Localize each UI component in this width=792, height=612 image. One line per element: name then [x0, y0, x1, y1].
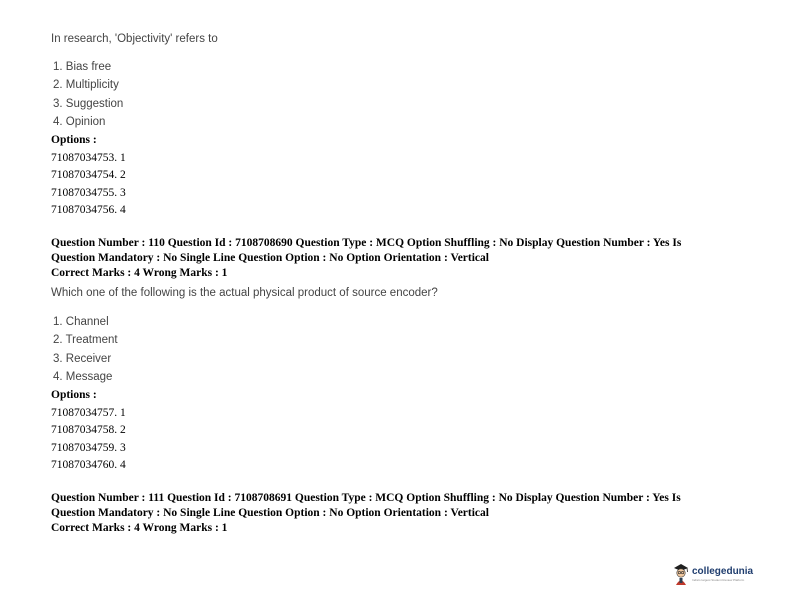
option-id: 71087034753. 1 — [51, 151, 126, 164]
choice-item: 3. Receiver — [53, 352, 112, 365]
option-id: 71087034759. 3 — [51, 441, 126, 454]
option-id: 71087034754. 2 — [51, 169, 126, 182]
question-meta — [51, 236, 741, 280]
options-list — [51, 132, 741, 220]
brand-name: collegedunia — [692, 566, 754, 577]
question-text: In research, 'Objectivity' refers to — [51, 33, 218, 45]
question-text: Which one of the following is the actual physical product of source encoder? — [51, 287, 438, 299]
choice-item: 2. Multiplicity — [53, 79, 119, 92]
question-meta — [51, 491, 741, 535]
question-meta-line: Question Number : 111 Question Id : 7108708691 Question Type : MCQ Option Shuffling : No Display Question Number : Yes Is — [51, 492, 681, 504]
choice-item: 4. Opinion — [53, 115, 106, 128]
options-label: Options : — [51, 134, 97, 146]
marks-line: Correct Marks : 4 Wrong Marks : 1 — [51, 266, 228, 279]
answer-choices — [51, 58, 743, 131]
collegedunia-logo — [672, 560, 756, 588]
brand-tagline: India's largest Student Review Platform — [692, 578, 745, 582]
options-list — [51, 387, 741, 475]
option-id: 71087034758. 2 — [51, 424, 126, 437]
option-id: 71087034760. 4 — [51, 459, 126, 472]
choice-item: 3. Suggestion — [53, 97, 124, 110]
option-id: 71087034756. 4 — [51, 204, 126, 217]
choice-item: 2. Treatment — [53, 334, 118, 347]
question-meta-line: Question Number : 110 Question Id : 7108708690 Question Type : MCQ Option Shuffling : No Display Question Number : Yes Is — [51, 237, 682, 249]
option-id: 71087034757. 1 — [51, 406, 126, 419]
options-label: Options : — [51, 389, 97, 401]
mascot-icon — [672, 561, 690, 587]
option-id: 71087034755. 3 — [51, 186, 126, 199]
choice-item: 1. Bias free — [53, 61, 112, 73]
answer-choices — [51, 313, 743, 386]
question-meta-line: Question Mandatory : No Single Line Question Option : No Option Orientation : Vertical — [51, 251, 489, 264]
choice-item: 1. Channel — [53, 316, 109, 328]
choice-item: 4. Message — [53, 370, 113, 383]
marks-line: Correct Marks : 4 Wrong Marks : 1 — [51, 521, 228, 534]
question-meta-line: Question Mandatory : No Single Line Question Option : No Option Orientation : Vertical — [51, 506, 489, 519]
